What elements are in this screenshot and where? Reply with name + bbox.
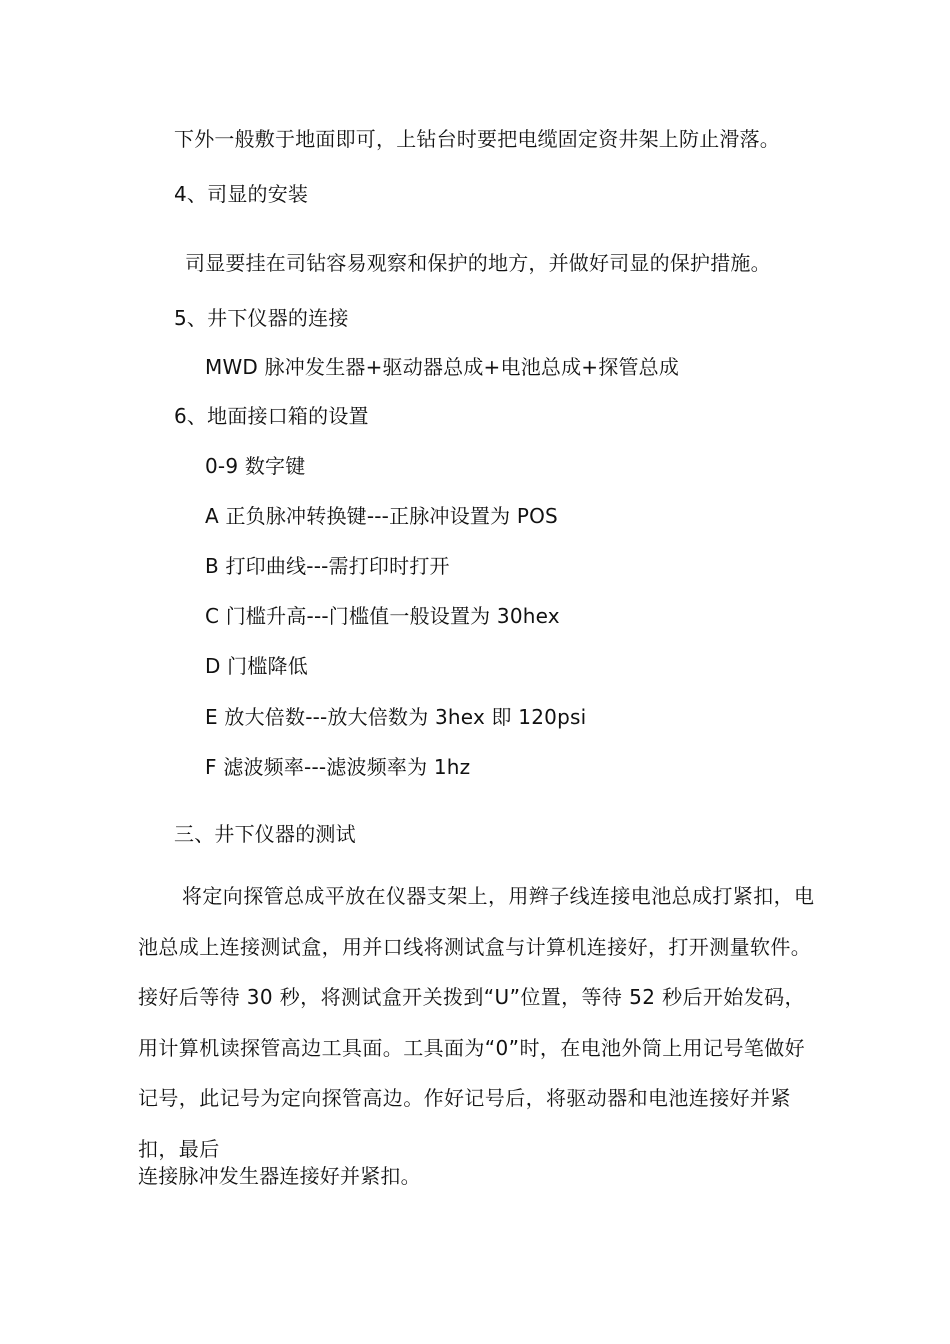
list-item-key-b: B 打印曲线---需打印时打开	[205, 554, 450, 578]
heading-downhole-connection: 5、井下仪器的连接	[174, 306, 349, 330]
text-line-final: 连接脉冲发生器连接好并紧扣。	[138, 1164, 421, 1188]
text-line-cable: 下外一般敷于地面即可，上钻台时要把电缆固定资井架上防止滑落。	[174, 127, 780, 151]
paragraph-test-procedure: 将定向探管总成平放在仪器支架上，用辫子线连接电池总成打紧扣，电池总成上连接测试盒，用并口线将测试盒与计算机连接好，打开测量软件。接好后等待 30 秒，将测试盒开关拨到“U”位置，等待 52 秒后开始发码，用计算机读探管高边工具面。工具面为“0”时，在电池外筒上用记号笔做好记号，此记号为定向探管高边。作好记号后，将驱动器和电池连接好并紧扣，最后	[138, 884, 815, 1161]
section-heading-downhole-test: 三、井下仪器的测试	[174, 822, 356, 846]
list-item-key-e: E 放大倍数---放大倍数为 3hex 即 120psi	[205, 705, 587, 729]
list-item-key-c: C 门槛升高---门槛值一般设置为 30hex	[205, 604, 560, 628]
list-item-key-d: D 门槛降低	[205, 654, 308, 678]
list-item-key-f: F 滤波频率---滤波频率为 1hz	[205, 755, 471, 779]
heading-driller-display-install: 4、司显的安装	[174, 182, 309, 206]
list-item-key-a: A 正负脉冲转换键---正脉冲设置为 POS	[205, 504, 558, 528]
list-item-digit-keys: 0-9 数字键	[205, 454, 306, 478]
heading-surface-interface-box: 6、地面接口箱的设置	[174, 404, 369, 428]
text-line-driller-display: 司显要挂在司钻容易观察和保护的地方，并做好司显的保护措施。	[185, 251, 771, 275]
text-line-mwd-assembly: MWD 脉冲发生器+驱动器总成+电池总成+探管总成	[205, 355, 680, 379]
